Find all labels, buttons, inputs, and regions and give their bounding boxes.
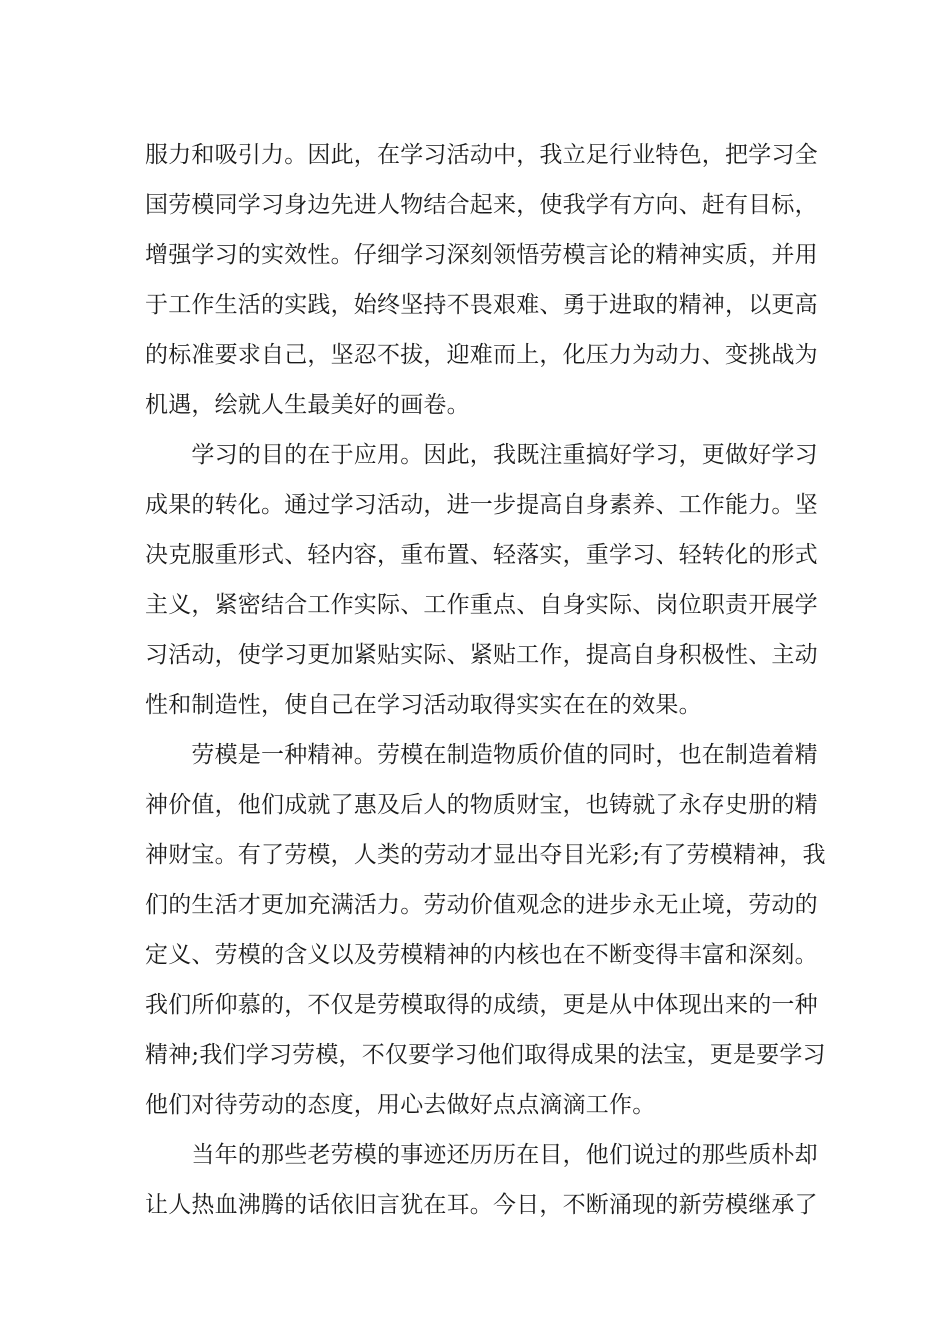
body-text	[145, 130, 826, 1230]
text-line: 性和制造性，使自己在学习活动取得实实在在的效果。	[145, 692, 702, 718]
text-line: 习活动，使学习更加紧贴实际、紧贴工作，提高自身积极性、主动	[145, 642, 818, 668]
text-line: 我们所仰慕的，不仅是劳模取得的成绩，更是从中体现出来的一种	[145, 992, 818, 1018]
text-line: 国劳模同学习身边先进人物结合起来，使我学有方向、赶有目标，	[145, 192, 818, 218]
text-line: 的标准要求自己，坚忍不拔，迎难而上，化压力为动力、变挑战为	[145, 342, 818, 368]
text-line: 劳模是一种精神。劳模在制造物质价值的同时，也在制造着精	[145, 742, 818, 768]
text-line: 让人热血沸腾的话依旧言犹在耳。今日，不断涌现的新劳模继承了	[145, 1192, 818, 1218]
text-line: 他们对待劳动的态度，用心去做好点点滴滴工作。	[145, 1092, 656, 1118]
text-line: 神财宝。有了劳模，人类的劳动才显出夺目光彩;有了劳模精神，我	[145, 842, 826, 868]
text-line: 机遇，绘就人生最美好的画卷。	[145, 392, 470, 418]
text-line: 服力和吸引力。因此，在学习活动中，我立足行业特色，把学习全	[145, 142, 818, 168]
text-line: 决克服重形式、轻内容，重布置、轻落实，重学习、轻转化的形式	[145, 542, 818, 568]
text-line: 增强学习的实效性。仔细学习深刻领悟劳模言论的精神实质，并用	[145, 242, 818, 268]
text-line: 成果的转化。通过学习活动，进一步提高自身素养、工作能力。坚	[145, 492, 818, 518]
text-line: 精神;我们学习劳模，不仅要学习他们取得成果的法宝，更是要学习	[145, 1042, 826, 1068]
text-line: 神价值，他们成就了惠及后人的物质财宝，也铸就了永存史册的精	[145, 792, 818, 818]
text-line: 学习的目的在于应用。因此，我既注重搞好学习，更做好学习	[145, 442, 818, 468]
text-line: 们的生活才更加充满活力。劳动价值观念的进步永无止境，劳动的	[145, 892, 818, 918]
text-line: 主义，紧密结合工作实际、工作重点、自身实际、岗位职责开展学	[145, 592, 818, 618]
text-line: 定义、劳模的含义以及劳模精神的内核也在不断变得丰富和深刻。	[145, 942, 818, 968]
text-line: 于工作生活的实践，始终坚持不畏艰难、勇于进取的精神，以更高	[145, 292, 818, 318]
text-line: 当年的那些老劳模的事迹还历历在目，他们说过的那些质朴却	[145, 1142, 818, 1168]
